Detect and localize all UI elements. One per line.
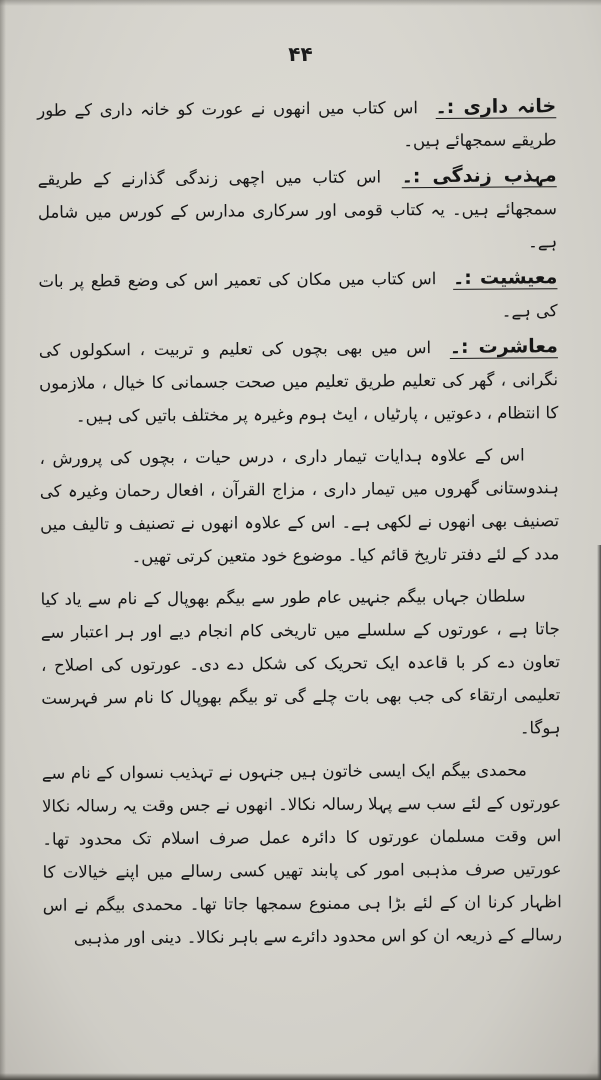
scan-edge-left (0, 0, 6, 1080)
paragraph: سلطان جہاں بیگم جنہیں عام طور سے بیگم بھوپال کے نام سے یاد کیا جاتا ہے ، عورتوں کے سلسلے میں تاریخی کام انجام دیے اور ہر اعتبار سے تعاون دے کر با قاعدہ ایک تحریک کی شکل دے دی۔ عورتوں کی اصلاح ، تعلیمی ارتقاء کی جب بھی بات چلے گی تو بیگم بھوپال کا نام سر فہرست ہوگا۔ (40, 586, 561, 738)
page-number: ۴۴ (288, 42, 313, 66)
section-khana-dari (37, 90, 556, 160)
section-heading: مہذب زندگی :۔ (401, 164, 557, 188)
section-body: اس کتاب میں انھوں نے عورت کو خانہ داری کے طور طریقے سمجھائے ہیں۔ (37, 98, 557, 151)
section-heading: خانہ داری :۔ (435, 95, 557, 119)
section-heading: معیشیت :۔ (452, 266, 558, 289)
section-muasharat (39, 330, 559, 433)
section-body: اس کتاب میں مکان کی تعمیر اس کی وضع قطع پر بات کی ہے۔ (38, 269, 558, 321)
paragraph: اس کے علاوہ ہدایات تیمار داری ، درس حیات ، بچوں کی پرورش ، ہندوستانی گھروں میں تیمار داری ، مزاج القرآن ، افعال رحمان وغیرہ کی تصنیف بھی انھوں نے لکھی ہے۔ اس کے علاوہ انھوں نے تصنیف و تالیف میں مدد کے لئے دفتر تاریخ قائم کیا۔ موضوع خود متعین کرتی تھیں۔ (39, 445, 560, 567)
scan-edge-bottom (0, 1073, 601, 1080)
section-body: اس میں بھی بچوں کی تعلیم و تربیت ، اسکولوں کی نگرانی ، گھر کی تعلیم طریق تعلیم میں صحت جسمانی کا خیال ، ملازموں کا انتظام ، دعوتیں ، پارٹیاں ، ایٹ ہوم وغیرہ پر مختلف باتیں کی ہیں۔ (38, 338, 559, 426)
section-heading: معاشرت :۔ (449, 335, 558, 358)
scan-edge-top (0, 0, 601, 6)
section-muhazzab-zindagi (38, 159, 558, 262)
section-body: اس کتاب میں اچھی زندگی گذارنے کے طریقے سمجھائے ہیں۔ یہ کتاب قومی اور سرکاری مدارس کے کورس میں شامل ہے۔ (37, 167, 558, 252)
page-text (0, 64, 601, 955)
scan-edge-right (597, 545, 601, 1080)
paragraph: محمدی بیگم ایک ایسی خاتون ہیں جنہوں نے تہذیب نسواں کے نام سے عورتوں کے لئے سب سے پہلا رسالہ نکالا۔ انھوں نے جس وقت یہ رسالہ نکالا اس وقت مسلمان عورتوں کا دائرہ عمل صرف اسلام تک محدود تھا۔ عورتیں صرف مذہبی امور کی پابند تھیں کسی رسالے میں اپنے خیالات کا اظہار کرنا ان کے لئے بڑا ہی ممنوع سمجھا جاتا تھا۔ محمدی بیگم نے اس رسالے کے ذریعہ ان کو اس محدود دائرے سے باہر نکالا۔ دینی اور مذہبی (41, 760, 563, 948)
section-maishiyat (38, 261, 557, 331)
